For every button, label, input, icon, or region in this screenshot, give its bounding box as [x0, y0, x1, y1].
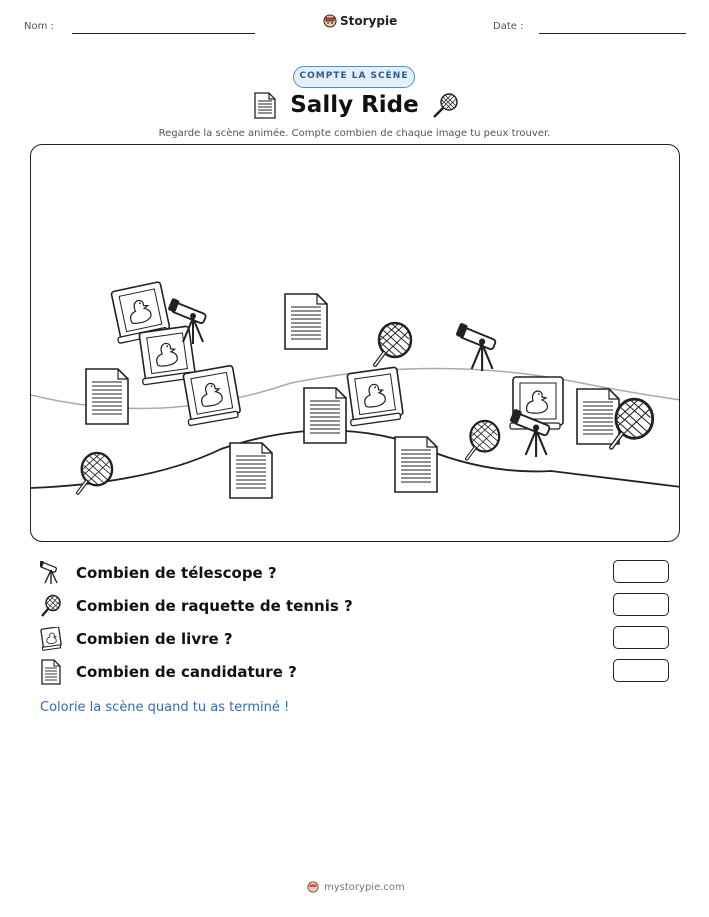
- mascot-icon: [323, 14, 337, 28]
- document-icon: [40, 659, 62, 685]
- scene-illustration: [31, 145, 680, 542]
- question-text: Combien de télescope ?: [76, 564, 277, 582]
- instruction-text: Regarde la scène animée. Compte combien de chaque image tu peux trouver.: [158, 128, 551, 139]
- coloring-note: Colorie la scène quand tu as terminé !: [40, 700, 290, 715]
- tennis-racket-icon: [40, 594, 62, 618]
- mascot-icon: [307, 881, 319, 893]
- brand-name: Storypie: [340, 14, 398, 28]
- book-illustration: [180, 365, 241, 425]
- question-text: Combien de candidature ?: [76, 663, 297, 681]
- document-illustration: [285, 294, 327, 349]
- telescope-icon: [40, 561, 62, 585]
- book-icon: [40, 627, 62, 651]
- answer-box-telescope[interactable]: [613, 560, 669, 583]
- document-illustration: [230, 443, 272, 498]
- name-label: Nom :: [24, 21, 54, 32]
- animated-scene[interactable]: [30, 144, 680, 542]
- telescope-illustration: [455, 323, 496, 372]
- question-document: [40, 659, 297, 685]
- page-title: Sally Ride: [290, 92, 419, 118]
- question-text: Combien de raquette de tennis ?: [76, 597, 353, 615]
- question-text: Combien de livre ?: [76, 630, 233, 648]
- question-tennis-racket: [40, 593, 353, 619]
- tennis-racket-illustration: [467, 421, 499, 459]
- date-line[interactable]: [539, 33, 686, 34]
- site-footer: [307, 881, 405, 893]
- document-illustration: [86, 369, 128, 424]
- answer-box-book[interactable]: [613, 626, 669, 649]
- question-telescope: [40, 560, 277, 586]
- document-illustration: [395, 437, 437, 492]
- tennis-racket-icon: [431, 92, 459, 120]
- site-url[interactable]: mystorypie.com: [324, 881, 405, 893]
- book-illustration: [344, 367, 404, 426]
- tennis-racket-illustration: [78, 453, 112, 493]
- document-illustration: [577, 389, 619, 444]
- storypie-logo: [323, 14, 397, 28]
- answer-box-document[interactable]: [613, 659, 669, 682]
- tennis-racket-illustration: [375, 323, 411, 365]
- name-line[interactable]: [72, 33, 255, 34]
- activity-badge: COMPTE LA SCÈNE: [293, 66, 415, 88]
- question-book: [40, 626, 233, 652]
- answer-box-tennis-racket[interactable]: [613, 593, 669, 616]
- date-label: Date :: [493, 21, 524, 32]
- document-illustration: [304, 388, 346, 443]
